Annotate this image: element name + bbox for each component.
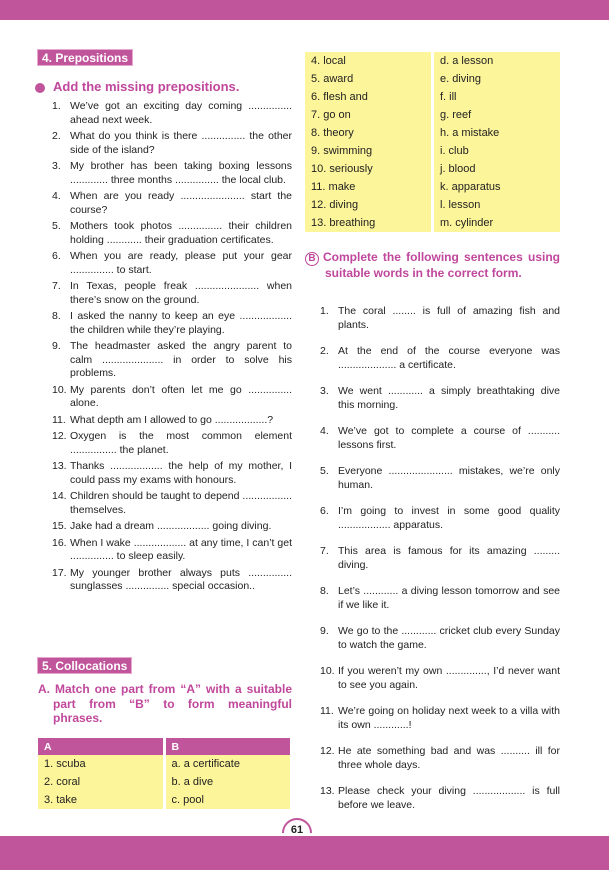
- item-number: 10.: [320, 665, 335, 677]
- item-number: 4.: [320, 425, 329, 437]
- list-item: [52, 567, 292, 594]
- table-row: [305, 124, 560, 142]
- item-number: 14.: [52, 490, 67, 502]
- list-item: [52, 340, 292, 381]
- match-table-b: [302, 52, 563, 232]
- list-item: [320, 304, 560, 332]
- top-banner: [0, 0, 609, 20]
- table-cell: l. lesson: [434, 196, 560, 214]
- item-number: 10.: [52, 383, 67, 396]
- item-number: 17.: [52, 566, 67, 579]
- table-cell: a. a certificate: [166, 755, 291, 773]
- table-cell: b. a dive: [166, 773, 291, 791]
- item-number: 8.: [52, 310, 61, 322]
- list-item: [320, 704, 560, 732]
- page-number: 61: [282, 818, 312, 838]
- item-number: 1.: [320, 305, 329, 317]
- list-item: [52, 160, 292, 187]
- item-text: Mothers took photos ............... their children holding ............ their graduation certificates.: [70, 220, 292, 246]
- item-text: Let’s ............ a diving lesson tomorrow and see if we like it.: [338, 585, 560, 611]
- section-5-tag: 5. Collocations: [37, 657, 132, 674]
- table-cell: 10. seriously: [305, 160, 431, 178]
- table-cell: h. a mistake: [434, 124, 560, 142]
- table-cell: 13. breathing: [305, 214, 431, 232]
- match-table-a: [35, 738, 293, 809]
- table-cell: j. blood: [434, 160, 560, 178]
- item-text: The headmaster asked the angry parent to calm ..................... in order to solve his problems.: [70, 340, 292, 379]
- list-item: [320, 664, 560, 692]
- item-text: What do you think is there ............... the other side of the island?: [70, 130, 292, 156]
- list-item: [52, 280, 292, 307]
- item-number: 12.: [320, 745, 335, 757]
- item-number: 5.: [320, 465, 329, 477]
- list-item: [52, 520, 292, 534]
- complete-sentences-list: [320, 304, 560, 824]
- table-cell: 11. make: [305, 178, 431, 196]
- item-text: I asked the nanny to keep an eye .................. the children while they’re playing.: [70, 310, 292, 336]
- item-number: 3.: [52, 160, 61, 172]
- item-number: 8.: [320, 585, 329, 597]
- list-item: [52, 537, 292, 564]
- part-b-text: Complete the following sentences using suitable words in the correct form.: [323, 250, 560, 280]
- item-text: In Texas, people freak ...................... when there’s snow on the ground.: [70, 280, 292, 306]
- list-item: [52, 460, 292, 487]
- item-text: We’ve got an exciting day coming ............... ahead next week.: [70, 100, 292, 126]
- item-number: 13.: [320, 785, 335, 797]
- table-cell: 9. swimming: [305, 142, 431, 160]
- table-row: [305, 214, 560, 232]
- table-cell: 1. scuba: [38, 755, 163, 773]
- list-item: [52, 130, 292, 157]
- list-item: [52, 100, 292, 127]
- item-text: Jake had a dream .................. going diving.: [70, 520, 272, 532]
- item-text: Oxygen is the most common element ................ the planet.: [70, 430, 292, 456]
- item-text: This area is famous for its amazing ......... diving.: [338, 545, 560, 571]
- table-row: [305, 106, 560, 124]
- item-number: 2.: [52, 130, 61, 142]
- section-4-instruction: Add the missing prepositions.: [53, 79, 240, 94]
- list-item: [320, 624, 560, 652]
- item-text: When I wake .................. at any time, I can’t get ............... to sleep easily.: [70, 536, 292, 562]
- table-cell: d. a lesson: [434, 52, 560, 70]
- table-row: [305, 88, 560, 106]
- list-item: [52, 250, 292, 277]
- list-item: [52, 414, 292, 428]
- item-number: 11.: [52, 413, 66, 426]
- table-cell: k. apparatus: [434, 178, 560, 196]
- table-cell: g. reef: [434, 106, 560, 124]
- list-item: [320, 424, 560, 452]
- column-header: B: [166, 738, 291, 755]
- list-item: [52, 310, 292, 337]
- item-number: 9.: [320, 625, 329, 637]
- item-text: The coral ........ is full of amazing fish and plants.: [338, 305, 560, 331]
- list-item: [320, 384, 560, 412]
- item-text: My parents don’t often let me go ............... alone.: [70, 383, 292, 409]
- table-row: [305, 196, 560, 214]
- table-cell: f. ill: [434, 88, 560, 106]
- item-text: When are you ready ...................... start the course?: [70, 190, 292, 216]
- prepositions-list: [52, 100, 292, 597]
- item-number: 12.: [52, 430, 67, 442]
- table-cell: 5. award: [305, 70, 431, 88]
- item-number: 6.: [52, 250, 61, 262]
- list-item: [320, 544, 560, 572]
- item-text: I’m going to invest in some good quality .................. apparatus.: [338, 505, 560, 531]
- list-item: [320, 344, 560, 372]
- item-text: Please check your diving .................. is full before we leave.: [338, 785, 560, 811]
- item-number: 1.: [52, 100, 61, 112]
- table-cell: 4. local: [305, 52, 431, 70]
- table-row: [305, 70, 560, 88]
- table-row: [38, 773, 290, 791]
- item-text: We go to the ............ cricket club every Sunday to watch the game.: [338, 625, 560, 651]
- list-item: [52, 384, 292, 411]
- list-item: [320, 584, 560, 612]
- list-item: [52, 430, 292, 457]
- list-item: [320, 784, 560, 812]
- list-item: [52, 220, 292, 247]
- table-cell: i. club: [434, 142, 560, 160]
- item-text: We’re going on holiday next week to a villa with its own ............!: [338, 705, 560, 731]
- item-number: 9.: [52, 340, 61, 352]
- part-a-instruction: A. Match one part from “A” with a suitable part from “B” to form meaningful phrases.: [38, 682, 292, 725]
- bullet-icon: [35, 83, 45, 93]
- list-item: [52, 490, 292, 517]
- bottom-banner: [0, 836, 609, 870]
- item-text: Everyone ...................... mistakes, we’re only human.: [338, 465, 560, 491]
- table-row: [305, 142, 560, 160]
- list-item: [52, 190, 292, 217]
- item-number: 5.: [52, 220, 61, 232]
- item-text: What depth am I allowed to go ..................?: [70, 413, 274, 426]
- item-text: At the end of the course everyone was .................... a certificate.: [338, 345, 560, 371]
- item-text: If you weren’t my own .............., I’d never want to see you again.: [338, 665, 560, 691]
- table-cell: e. diving: [434, 70, 560, 88]
- item-text: We went ............ a simply breathtaking dive this morning.: [338, 385, 560, 411]
- table-cell: 6. flesh and: [305, 88, 431, 106]
- item-number: 13.: [52, 460, 67, 472]
- item-number: 6.: [320, 505, 329, 517]
- item-number: 7.: [52, 280, 61, 292]
- item-text: We’ve got to complete a course of ........... lessons first.: [338, 425, 560, 451]
- table-row: [38, 755, 290, 773]
- item-number: 7.: [320, 545, 329, 557]
- item-number: 16.: [52, 536, 67, 549]
- item-text: He ate something bad and was .......... ill for three whole days.: [338, 745, 560, 771]
- table-cell: 7. go on: [305, 106, 431, 124]
- part-b-letter: B: [305, 252, 319, 266]
- part-b-instruction: [305, 250, 560, 281]
- item-text: Thanks .................. the help of my mother, I could pass my exams with honours.: [70, 460, 292, 486]
- item-number: 4.: [52, 190, 61, 202]
- item-number: 2.: [320, 345, 329, 357]
- item-number: 11.: [320, 705, 334, 717]
- table-cell: m. cylinder: [434, 214, 560, 232]
- item-text: When you are ready, please put your gear ............... to start.: [70, 250, 292, 276]
- item-number: 15.: [52, 520, 67, 532]
- list-item: [320, 464, 560, 492]
- table-row: [305, 160, 560, 178]
- item-number: 3.: [320, 385, 329, 397]
- table-row: [305, 52, 560, 70]
- table-cell: 12. diving: [305, 196, 431, 214]
- item-text: My younger brother always puts ............... sunglasses ............... special occasion..: [70, 566, 292, 592]
- table-row: [38, 791, 290, 809]
- column-header: A: [38, 738, 163, 755]
- item-text: My brother has been taking boxing lessons ............. three months ............... the local club.: [70, 160, 292, 186]
- table-cell: 8. theory: [305, 124, 431, 142]
- table-cell: 3. take: [38, 791, 163, 809]
- table-cell: 2. coral: [38, 773, 163, 791]
- section-4-tag: 4. Prepositions: [37, 49, 133, 66]
- table-row: [305, 178, 560, 196]
- item-text: Children should be taught to depend ................. themselves.: [70, 490, 292, 516]
- list-item: [320, 744, 560, 772]
- table-cell: c. pool: [166, 791, 291, 809]
- list-item: [320, 504, 560, 532]
